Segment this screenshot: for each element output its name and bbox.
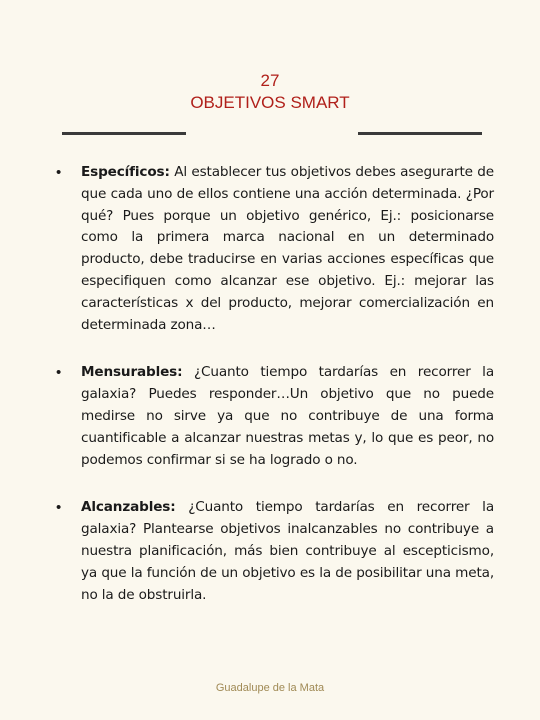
list-item-term: Específicos: [81, 164, 170, 180]
list-item-body: Al establecer tus objetivos debes asegurarte de que cada uno de ellos contiene una acción determinada. ¿Por qué? Pues porque un objetivo genérico, Ej.: posicionarse como la primera marca nacional en un determinado producto, debe traducirse en varias acciones específicas que especifiquen como alcanzar ese objetivo. Ej.: mejorar las características x del producto, mejorar comercialización en determinada zona… [81, 164, 494, 333]
list-item-body: ¿Cuanto tiempo tardarías en recorrer la galaxia? Plantearse objetivos inalcanzables no contribuye a nuestra planificación, más bien contribuye al escepticismo, ya que la función de un objetivo es la de posibilitar una meta, no la de obstruirla. [81, 499, 494, 603]
list-item-term: Mensurables: [81, 364, 183, 381]
bullet-icon: • [56, 499, 62, 517]
divider-left [62, 132, 186, 135]
bullet-list [56, 162, 494, 632]
list-item-mensurables [56, 362, 494, 471]
list-item-text [81, 162, 494, 336]
list-item-text [81, 362, 494, 471]
list-item-term: Alcanzables: [81, 499, 176, 516]
bullet-icon: • [56, 164, 62, 181]
slide-title: OBJETIVOS SMART [190, 93, 350, 112]
list-item-especificos [56, 162, 494, 336]
list-item-body: ¿Cuanto tiempo tardarías en recorrer la galaxia? Puedes responder…Un objetivo que no puede medirse no sirve ya que no contribuye de una forma cuantificable a alcanzar nuestras metas y, lo que es peor, no podemos confirmar si se ha logrado o no. [81, 364, 494, 468]
list-item-text [81, 497, 494, 606]
slide-header [0, 70, 540, 114]
footer-author: Guadalupe de la Mata [215, 682, 325, 694]
bullet-icon: • [56, 364, 62, 382]
divider-right [358, 132, 482, 135]
list-item-alcanzables [56, 497, 494, 606]
slide-number: 27 [260, 71, 280, 90]
